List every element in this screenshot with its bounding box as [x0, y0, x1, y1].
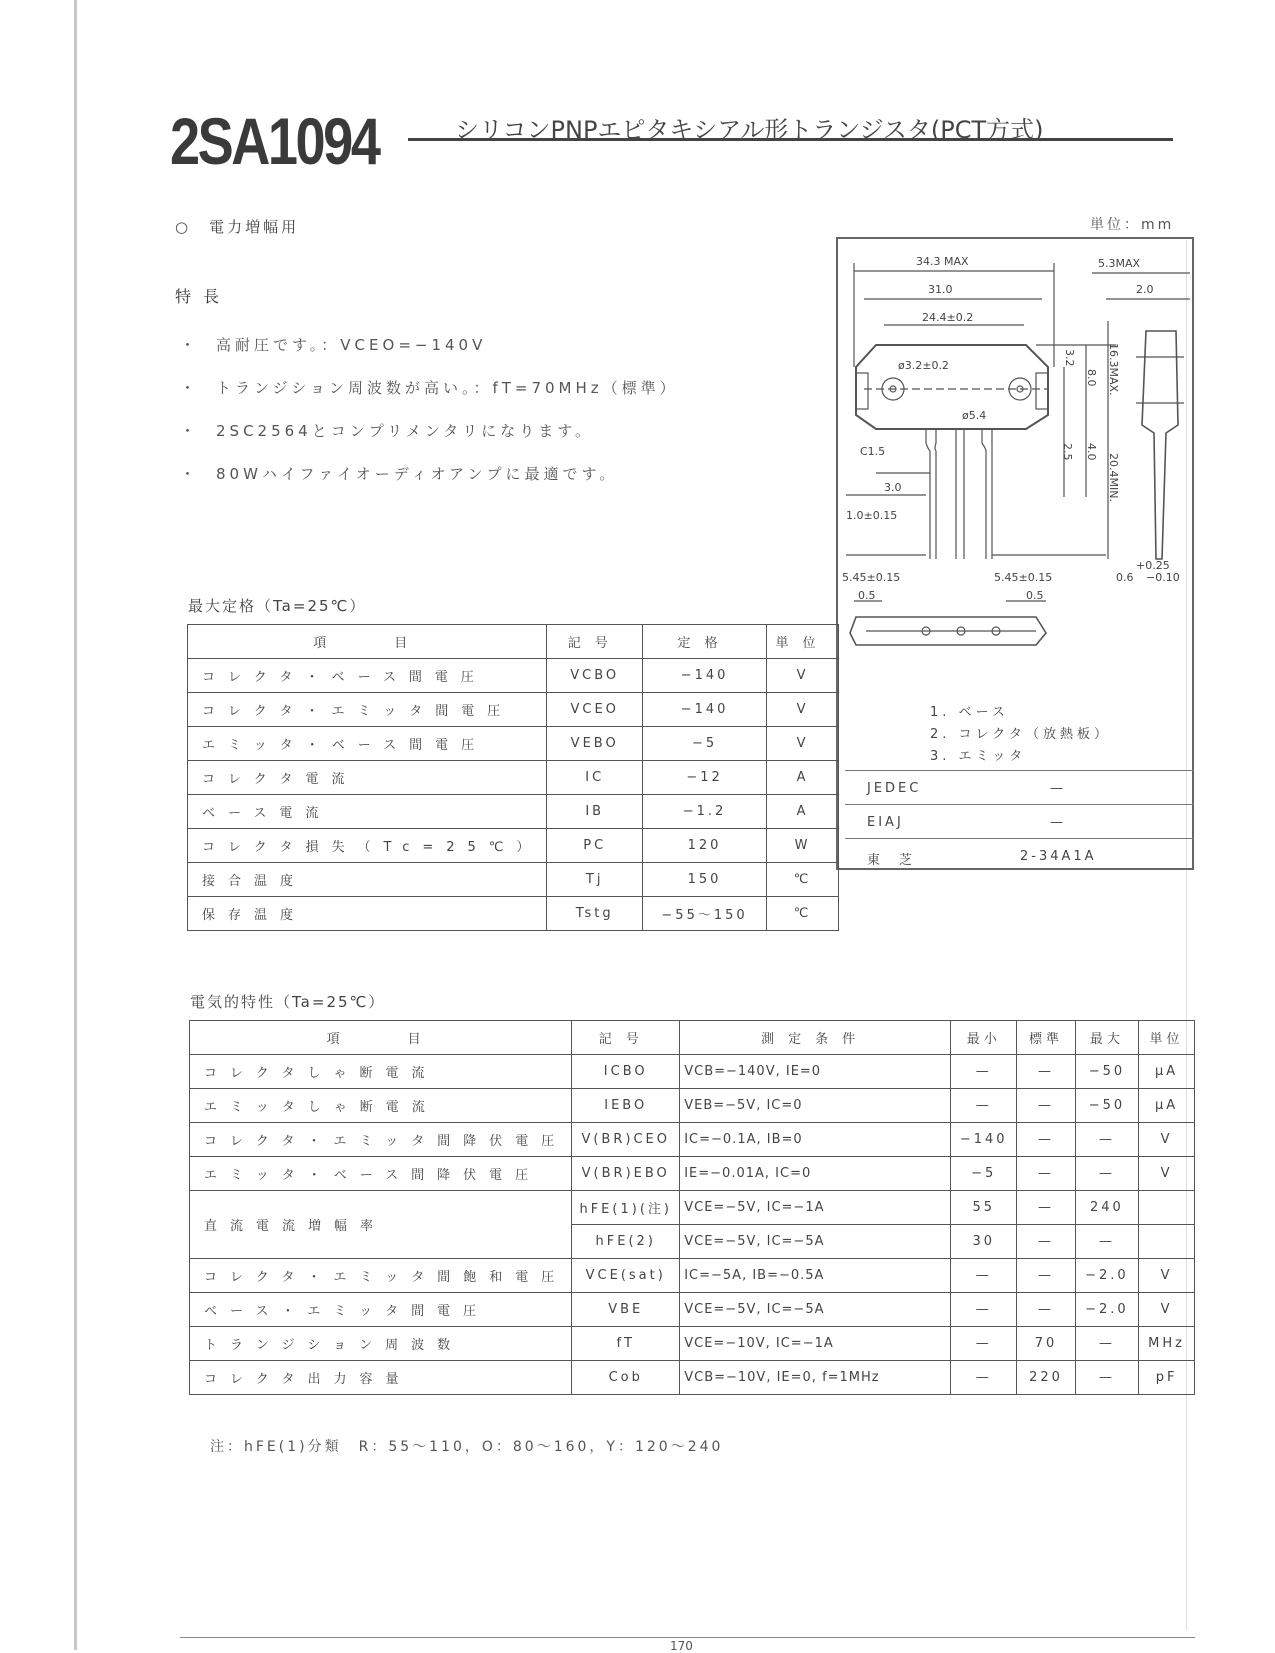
symbol-cell: hFE(1)(注)	[572, 1191, 680, 1225]
dim-label: +0.25	[1136, 559, 1170, 572]
min-cell: —	[951, 1293, 1017, 1327]
max-cell: −2.0	[1075, 1293, 1138, 1327]
electrical-characteristics-table	[189, 1020, 1195, 1395]
header-cell: 最小	[951, 1021, 1017, 1055]
pin-assignment-list	[930, 702, 1111, 768]
unit-cell: V	[767, 727, 839, 761]
unit-cell: ℃	[767, 863, 839, 897]
condition-cell: VEB=−5V, IC=0	[680, 1089, 951, 1123]
symbol-cell: ICBO	[572, 1055, 680, 1089]
page-number: 170	[670, 1639, 693, 1653]
feature-text: 80Wハイファイオーディオアンプに最適です。	[216, 465, 619, 483]
standard-value: —	[1050, 815, 1066, 830]
package-outline-drawing	[836, 237, 1194, 667]
min-cell: —	[951, 1361, 1017, 1395]
unit-cell: V	[1139, 1123, 1195, 1157]
dim-label: ø5.4	[962, 409, 987, 422]
standard-row	[845, 804, 1194, 839]
table-row	[190, 1089, 1195, 1123]
table-row	[190, 1055, 1195, 1089]
dim-label: 3.0	[884, 481, 902, 494]
typ-cell: —	[1017, 1293, 1075, 1327]
standard-row	[845, 838, 1194, 873]
typ-cell: 220	[1017, 1361, 1075, 1395]
features-heading: 特長	[175, 287, 232, 306]
min-cell: —	[951, 1259, 1017, 1293]
symbol-cell: Cob	[572, 1361, 680, 1395]
unit-cell: V	[1139, 1293, 1195, 1327]
header-cell: 項 目	[190, 1021, 572, 1055]
feature-item	[180, 463, 618, 484]
dim-label: 34.3 MAX	[916, 255, 969, 268]
condition-cell: VCB=−10V, IE=0, f=1MHz	[680, 1361, 951, 1395]
item-cell: コレクタ・エミッタ間電圧	[188, 693, 547, 727]
symbol-cell: VCBO	[547, 659, 643, 693]
dim-label: 4.0	[1085, 443, 1098, 461]
dim-label: 2.5	[1061, 443, 1074, 461]
unit-cell: A	[767, 795, 839, 829]
symbol-cell: IEBO	[572, 1089, 680, 1123]
standard-row	[845, 770, 1194, 805]
symbol-cell: PC	[547, 829, 643, 863]
min-cell: −140	[951, 1123, 1017, 1157]
item-cell: コレクタ電流	[188, 761, 547, 795]
item-cell: 保存温度	[188, 897, 547, 931]
feature-item	[180, 420, 594, 441]
table-row	[188, 897, 839, 931]
condition-cell: VCE=−10V, IC=−1A	[680, 1327, 951, 1361]
condition-cell: VCE=−5V, IC=−1A	[680, 1191, 951, 1225]
unit-cell: V	[1139, 1259, 1195, 1293]
pin-item: 2. コレクタ（放熱板）	[930, 727, 1112, 742]
max-ratings-body	[188, 659, 839, 931]
dim-label: 0.5	[1026, 589, 1044, 602]
dim-label: 8.0	[1085, 369, 1098, 387]
standard-name: EIAJ	[867, 815, 904, 830]
dim-label: 24.4±0.2	[922, 311, 974, 324]
condition-cell: IC=−5A, IB=−0.5A	[680, 1259, 951, 1293]
feature-item	[180, 377, 679, 398]
feature-item	[180, 334, 486, 355]
max-cell: —	[1075, 1225, 1138, 1259]
dim-label: 2.0	[1136, 283, 1154, 296]
symbol-cell: VCEO	[547, 693, 643, 727]
bullet: ・	[180, 465, 200, 483]
table-row	[188, 795, 839, 829]
typ-cell: —	[1017, 1259, 1075, 1293]
dim-label: 20.4MIN.	[1107, 453, 1120, 502]
dim-label: 16.3MAX.	[1107, 343, 1120, 396]
electrical-caption: 電気的特性（Ta=25℃）	[190, 993, 386, 1011]
max-cell: —	[1075, 1327, 1138, 1361]
dim-label: −0.10	[1146, 571, 1180, 584]
dim-label: C1.5	[860, 445, 886, 458]
purpose-label: ○ 電力増幅用	[175, 218, 300, 236]
condition-cell: VCE=−5V, IC=−5A	[680, 1225, 951, 1259]
table-row	[188, 863, 839, 897]
header-cell: 定格	[642, 625, 766, 659]
feature-text: トランジション周波数が高い。：fT=70MHz（標準）	[216, 379, 679, 397]
value-cell: −12	[642, 761, 766, 795]
symbol-cell: VBE	[572, 1293, 680, 1327]
min-cell: 30	[951, 1225, 1017, 1259]
typ-cell: 70	[1017, 1327, 1075, 1361]
unit-cell: pF	[1139, 1361, 1195, 1395]
dim-label: 31.0	[928, 283, 953, 296]
unit-cell: ℃	[767, 897, 839, 931]
table-row	[190, 1123, 1195, 1157]
item-cell: エミッタ・ベース間降伏電圧	[190, 1157, 572, 1191]
max-cell: —	[1075, 1361, 1138, 1395]
value-cell: −55〜150	[642, 897, 766, 931]
condition-cell: IE=−0.01A, IC=0	[680, 1157, 951, 1191]
classification-note: 注：hFE(1)分類 R：55〜110，O：80〜160，Y：120〜240	[210, 1439, 724, 1455]
device-subtitle: シリコンPNPエピタキシアル形トランジスタ(PCT方式)	[455, 116, 1044, 144]
item-cell: コレクタ出力容量	[190, 1361, 572, 1395]
value-cell: −140	[642, 659, 766, 693]
table-row	[190, 1157, 1195, 1191]
pin-item: 1. ベース	[930, 705, 1009, 720]
item-cell: コレクタしゃ断電流	[190, 1055, 572, 1089]
symbol-cell: V(BR)CEO	[572, 1123, 680, 1157]
header-cell: 単位	[1139, 1021, 1195, 1055]
max-ratings-caption: 最大定格（Ta=25℃）	[188, 597, 367, 615]
unit-cell: μA	[1139, 1055, 1195, 1089]
value-cell: 120	[642, 829, 766, 863]
symbol-cell: fT	[572, 1327, 680, 1361]
pin-item: 3. エミッタ	[930, 749, 1027, 764]
unit-cell: V	[767, 659, 839, 693]
item-cell: コレクタ・エミッタ間飽和電圧	[190, 1259, 572, 1293]
table-header-row	[190, 1021, 1195, 1055]
dim-label: 5.3MAX	[1098, 257, 1141, 270]
typ-cell: —	[1017, 1157, 1075, 1191]
header-cell: 項 目	[188, 625, 547, 659]
header-cell: 記号	[547, 625, 643, 659]
table-row	[188, 659, 839, 693]
item-cell: エミッタ・ベース間電圧	[188, 727, 547, 761]
item-cell: コレクタ損失（Tc=25℃）	[188, 829, 547, 863]
header-cell: 単位	[767, 625, 839, 659]
table-row	[190, 1191, 1195, 1225]
unit-cell: A	[767, 761, 839, 795]
model-number: 2SA1094	[170, 104, 379, 178]
min-cell: −5	[951, 1157, 1017, 1191]
min-cell: 55	[951, 1191, 1017, 1225]
table-row	[188, 727, 839, 761]
min-cell: —	[951, 1327, 1017, 1361]
condition-cell: VCE=−5V, IC=−5A	[680, 1293, 951, 1327]
unit-cell: μA	[1139, 1089, 1195, 1123]
table-row	[190, 1259, 1195, 1293]
value-cell: −5	[642, 727, 766, 761]
symbol-cell: Tj	[547, 863, 643, 897]
unit-cell	[1139, 1191, 1195, 1225]
dim-label: 1.0±0.15	[846, 509, 898, 522]
max-cell: 240	[1075, 1191, 1138, 1225]
item-cell: エミッタしゃ断電流	[190, 1089, 572, 1123]
bullet: ・	[180, 336, 200, 354]
item-cell: ベース電流	[188, 795, 547, 829]
unit-cell: W	[767, 829, 839, 863]
dim-label: 0.6	[1116, 571, 1134, 584]
symbol-cell: V(BR)EBO	[572, 1157, 680, 1191]
max-cell: −2.0	[1075, 1259, 1138, 1293]
max-cell: —	[1075, 1123, 1138, 1157]
symbol-cell: VEBO	[547, 727, 643, 761]
unit-cell: V	[1139, 1157, 1195, 1191]
table-row	[190, 1293, 1195, 1327]
bullet: ・	[180, 422, 200, 440]
dim-label: ø3.2±0.2	[898, 359, 949, 372]
standard-name: JEDEC	[867, 781, 922, 796]
symbol-cell: VCE(sat)	[572, 1259, 680, 1293]
standard-value: —	[1050, 781, 1066, 796]
standard-name: 東 芝	[867, 853, 916, 868]
unit-cell: V	[767, 693, 839, 727]
symbol-cell: Tstg	[547, 897, 643, 931]
max-cell: −50	[1075, 1089, 1138, 1123]
unit-cell: MHz	[1139, 1327, 1195, 1361]
condition-cell: IC=−0.1A, IB=0	[680, 1123, 951, 1157]
unit-cell	[1139, 1225, 1195, 1259]
typ-cell: —	[1017, 1191, 1075, 1225]
unit-label: 単位：mm	[1090, 217, 1175, 233]
header-cell: 最大	[1075, 1021, 1138, 1055]
value-cell: −1.2	[642, 795, 766, 829]
max-cell: —	[1075, 1157, 1138, 1191]
table-header-row	[188, 625, 839, 659]
dim-label: 5.45±0.15	[842, 571, 901, 584]
value-cell: −140	[642, 693, 766, 727]
value-cell: 150	[642, 863, 766, 897]
min-cell: —	[951, 1055, 1017, 1089]
min-cell: —	[951, 1089, 1017, 1123]
table-row	[188, 693, 839, 727]
header-cell: 記号	[572, 1021, 680, 1055]
typ-cell: —	[1017, 1123, 1075, 1157]
header-cell: 標準	[1017, 1021, 1075, 1055]
symbol-cell: IC	[547, 761, 643, 795]
item-cell: ベース・エミッタ間電圧	[190, 1293, 572, 1327]
dim-label: 5.45±0.15	[994, 571, 1053, 584]
bullet: ・	[180, 379, 200, 397]
symbol-cell: hFE(2)	[572, 1225, 680, 1259]
scan-edge	[74, 0, 77, 1650]
dim-label: 0.5	[858, 589, 876, 602]
typ-cell: —	[1017, 1055, 1075, 1089]
table-row	[188, 829, 839, 863]
typ-cell: —	[1017, 1089, 1075, 1123]
item-cell: トランジション周波数	[190, 1327, 572, 1361]
max-ratings-table	[187, 624, 839, 931]
feature-text: 2SC2564とコンプリメンタリになります。	[216, 422, 595, 440]
dim-label: 3.2	[1063, 349, 1076, 367]
feature-text: 高耐圧です。：VCEO=−140V	[216, 336, 487, 354]
table-row	[190, 1361, 1195, 1395]
item-cell: コレクタ・ベース間電圧	[188, 659, 547, 693]
header-cell: 測定条件	[680, 1021, 951, 1055]
table-row	[188, 761, 839, 795]
table-row	[190, 1327, 1195, 1361]
condition-cell: VCB=−140V, IE=0	[680, 1055, 951, 1089]
standard-value: 2-34A1A	[1020, 849, 1097, 864]
typ-cell: —	[1017, 1225, 1075, 1259]
item-cell: 直流電流増幅率	[190, 1191, 572, 1259]
max-cell: −50	[1075, 1055, 1138, 1089]
page-footer-rule	[180, 1637, 1195, 1638]
item-cell: コレクタ・エミッタ間降伏電圧	[190, 1123, 572, 1157]
item-cell: 接合温度	[188, 863, 547, 897]
electrical-body	[190, 1055, 1195, 1395]
symbol-cell: IB	[547, 795, 643, 829]
